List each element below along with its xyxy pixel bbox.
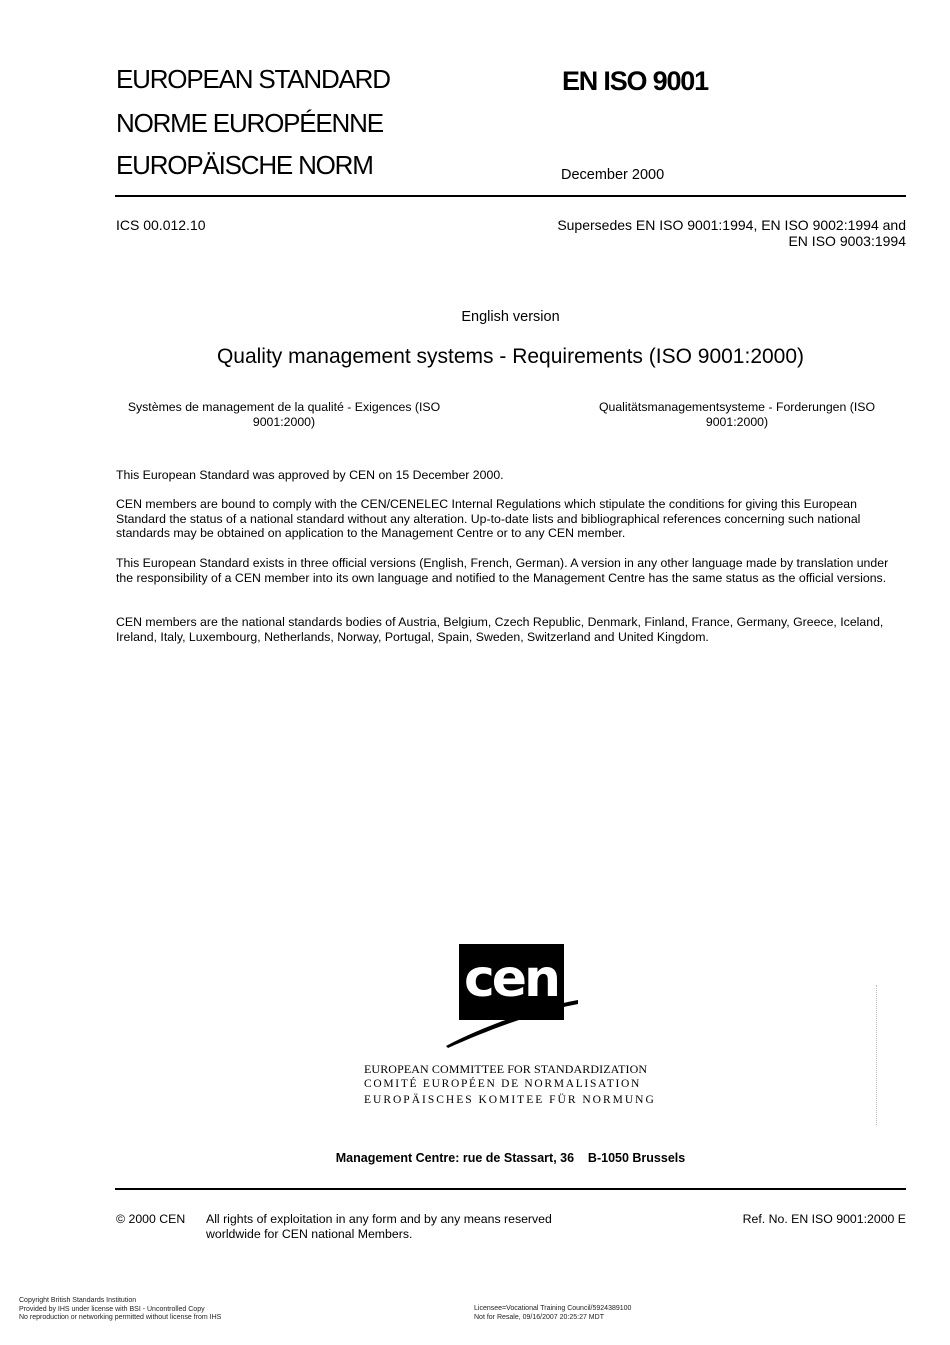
- committee-german: EUROPÄISCHES KOMITEE FÜR NORMUNG: [364, 1094, 656, 1106]
- license-left-line-2: Provided by IHS under license with BSI - Uncontrolled Copy: [19, 1305, 205, 1313]
- french-title-line-2: 9001:2000): [252, 414, 316, 429]
- french-title-line-1: Systèmes de management de la qualité - Exigences (ISO: [127, 400, 441, 414]
- committee-french: COMITÉ EUROPÉEN DE NORMALISATION: [364, 1078, 642, 1090]
- german-title: [572, 400, 902, 429]
- title-english: EUROPEAN STANDARD: [116, 64, 390, 94]
- reference-number: Ref. No. EN ISO 9001:2000 E: [742, 1212, 906, 1226]
- license-right-line-2: Not for Resale, 09/16/2007 20:25:27 MDT: [474, 1313, 604, 1321]
- rights-statement: [206, 1212, 626, 1241]
- license-left-line-3: No reproduction or networking permitted without license from IHS: [19, 1314, 222, 1321]
- svg-text:cen: cen: [463, 949, 559, 1009]
- license-right-line-1: Licensee=Vocational Training Council/5924389100: [474, 1305, 632, 1312]
- main-title: Quality management systems - Requirements (ISO 9001:2000): [216, 345, 805, 368]
- german-title-line-1: Qualitätsmanagementsysteme - Forderungen (ISO: [598, 400, 876, 414]
- standard-number: EN ISO 9001: [562, 66, 708, 96]
- ics-code: ICS 00.012.10: [116, 217, 206, 233]
- license-left: [19, 1297, 221, 1323]
- regulations-paragraph: CEN members are bound to comply with the CEN/CENELEC Internal Regulations which stipulate the conditions for giving this European Standard the status of a national standard without any alteration. Up-to-date lists and bibliographical references concerning such national standards may be obtained on application to the Management Centre or to any CEN member.: [116, 497, 861, 541]
- copyright-notice: © 2000 CEN: [116, 1212, 186, 1226]
- title-german: EUROPÄISCHE NORM: [116, 150, 373, 180]
- language-version: English version: [461, 309, 560, 325]
- rights-line-1: All rights of exploitation in any form and by any means reserved: [206, 1212, 552, 1226]
- license-right: [474, 1305, 631, 1322]
- supersedes-note: [486, 217, 906, 249]
- header-divider: [115, 195, 906, 197]
- supersedes-line-1: Supersedes EN ISO 9001:1994, EN ISO 9002:1994 and: [557, 217, 906, 233]
- cen-logo-icon: [444, 942, 580, 1050]
- members-paragraph: CEN members are the national standards bodies of Austria, Belgium, Czech Republic, Denmark, Finland, France, Germany, Greece, Iceland, Ireland, Italy, Luxembourg, Netherlands, Norway, Portugal, Spain, Sweden, Switzerland and United Kingdom.: [116, 615, 884, 644]
- rights-line-2: worldwide for CEN national Members.: [206, 1226, 413, 1241]
- margin-watermark-strip: [876, 985, 878, 1125]
- title-french: NORME EUROPÉENNE: [116, 108, 383, 138]
- footer-divider: [115, 1188, 906, 1190]
- french-title: [110, 400, 458, 429]
- approval-paragraph: This European Standard was approved by CEN on 15 December 2000.: [116, 468, 504, 482]
- versions-paragraph: This European Standard exists in three official versions (English, French, German). A version in any other language made by translation under the responsibility of a CEN member into its own language and notified to the Management Centre has the same status as the official versions.: [116, 556, 889, 585]
- management-centre-address: Management Centre: rue de Stassart, 36 B-1050 Brussels: [335, 1151, 686, 1165]
- german-title-line-2: 9001:2000): [705, 414, 769, 429]
- license-left-line-1: Copyright British Standards Institution: [19, 1297, 137, 1304]
- publication-date: December 2000: [561, 167, 665, 183]
- supersedes-line-2: EN ISO 9003:1994: [788, 233, 906, 249]
- committee-english: EUROPEAN COMMITTEE FOR STANDARDIZATION: [364, 1062, 648, 1076]
